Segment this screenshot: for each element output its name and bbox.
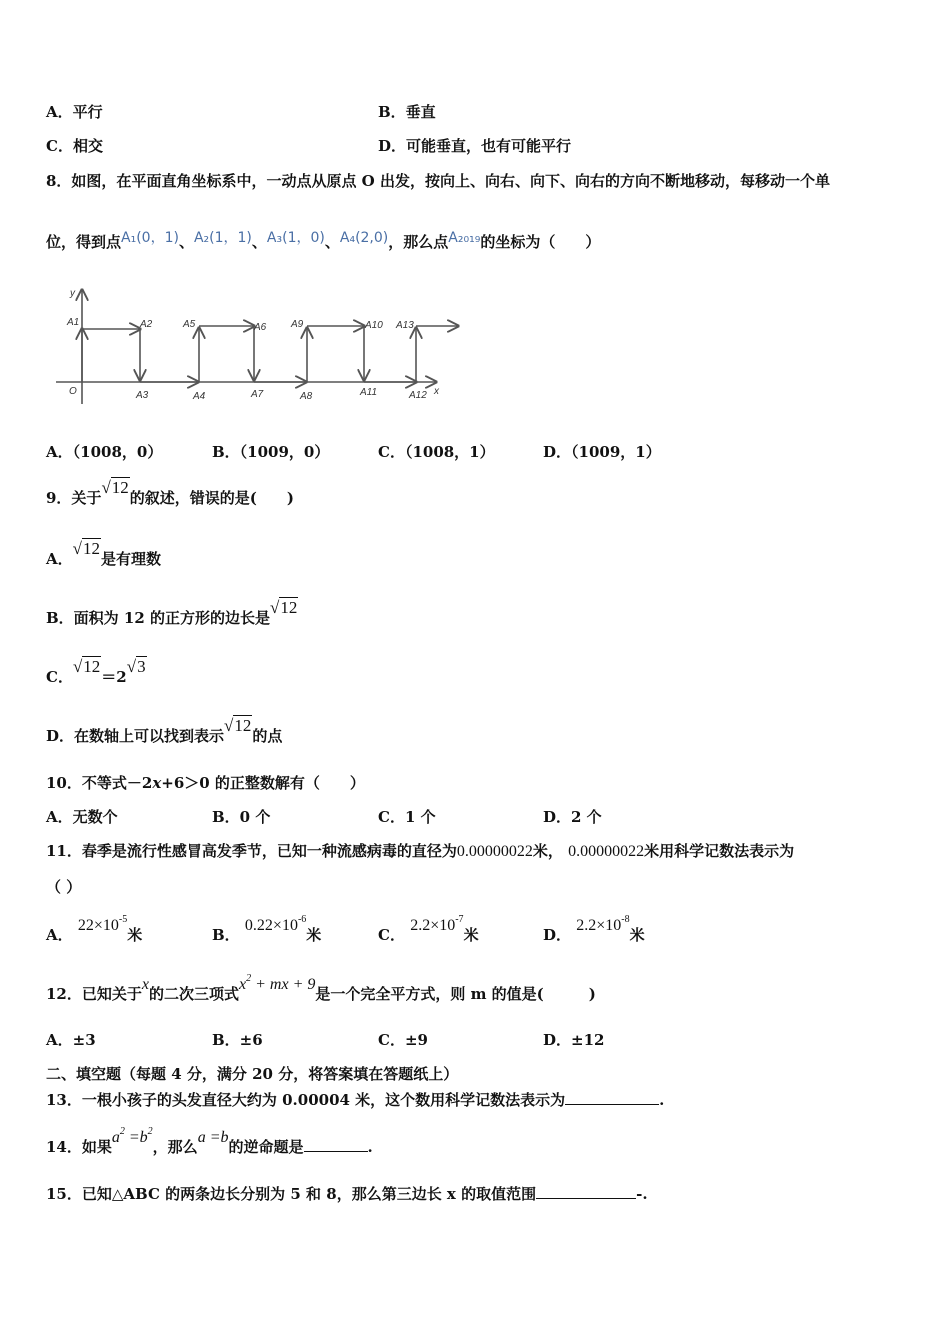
q8-stem-mid: ，那么点 (388, 233, 449, 251)
label-a4: A4 (193, 391, 206, 402)
sqrt-expression: √12 (224, 716, 252, 735)
q12-option-d: D．±12 (543, 1031, 605, 1049)
q9-stem-pre: 9．关于 (46, 489, 102, 507)
sqrt-expression: √12 (101, 478, 129, 497)
q10-stem (46, 773, 365, 793)
exponent: -7 (455, 914, 464, 925)
poly-x: x (239, 976, 247, 993)
radicand: 12 (280, 598, 298, 617)
answer-blank[interactable] (565, 1089, 659, 1105)
separator: 、 (251, 233, 267, 251)
point-a1: A₁(0，1) (121, 230, 179, 246)
equation-a2-b2 (111, 1126, 153, 1146)
sci-notation (576, 914, 630, 934)
label-a2: A2 (140, 319, 153, 330)
q8-stem-line2 (46, 232, 600, 253)
q9-option-d (46, 716, 283, 746)
label-a1: A1 (67, 317, 80, 328)
unit: 米 (629, 926, 645, 944)
sqrt-expression: √3 (126, 657, 146, 676)
exponent: 2 (119, 1126, 125, 1137)
label-a6: A6 (254, 322, 267, 333)
base: 2.2×10 (410, 917, 456, 934)
option-label: D． (543, 926, 572, 944)
q9-option-c (46, 657, 147, 687)
q12-option-a: A．±3 (46, 1031, 96, 1049)
q13-text: 13．一根小孩子的头发直径大约为 0.00004 米，这个数用科学记数法表示为 (46, 1091, 566, 1109)
q8-coordinate-graph (56, 282, 466, 412)
label-a5: A5 (183, 319, 196, 330)
q12-stem-post: 是一个完全平方式，则 m 的值是( ) (315, 985, 596, 1003)
sci-notation (244, 914, 307, 934)
q12-option-c: C．±9 (378, 1031, 428, 1049)
q7-option-c: C．相交 (46, 137, 103, 155)
q8-stem-pre: 位，得到点 (46, 233, 122, 251)
option-text: 是有理数 (100, 550, 161, 568)
sci-notation (410, 914, 464, 934)
q12-stem-pre: 12．已知关于 (46, 985, 142, 1003)
answer-blank[interactable] (304, 1136, 368, 1152)
q13-stem (46, 1089, 664, 1110)
q10-option-d: D．2 个 (543, 808, 602, 826)
q8-option-a: A．（1008，0） (46, 443, 163, 461)
exponent: 2 (147, 1126, 153, 1137)
base: 2.2×10 (576, 917, 622, 934)
q14-stem (46, 1126, 373, 1160)
q11-option-c (378, 914, 479, 948)
variable-x: x (152, 774, 162, 792)
base: 0.22×10 (244, 917, 298, 934)
q9-stem-post: 的叙述，错误的是( ) (129, 489, 294, 507)
q11-stem-pre: 11．春季是流行性感冒高发季节，已知一种流感病毒的直径为 (46, 842, 457, 860)
q10-option-a: A．无数个 (46, 808, 118, 826)
q12-stem-mid: 的二次三项式 (148, 985, 239, 1003)
origin-label: O (69, 386, 77, 397)
sqrt-expression: √12 (72, 657, 101, 676)
q10-stem-post: +6＞0 的正整数解有（ ） (161, 774, 365, 792)
option-label: C． (46, 668, 73, 686)
separator: 、 (178, 233, 194, 251)
point-a2: A₂(1，1) (193, 230, 252, 246)
number-value: 0.00000022 (568, 843, 645, 860)
period: . (367, 1138, 373, 1156)
q14-stem-mid: ，那么 (152, 1138, 198, 1156)
base: 22×10 (77, 917, 119, 934)
q11-option-b (212, 914, 322, 948)
option-label: B． (212, 926, 240, 944)
period: . (659, 1091, 665, 1109)
q11-paren: （ ） (46, 878, 82, 896)
option-label: C． (378, 926, 405, 944)
radicand: 12 (234, 716, 252, 735)
q7-option-b: B．垂直 (378, 103, 436, 121)
number-value: 0.00000022 (456, 843, 533, 860)
point-a3: A₃(1，0) (266, 230, 325, 246)
period: -. (636, 1185, 648, 1203)
option-text: 的点 (252, 727, 283, 745)
x-axis-label: x (434, 386, 439, 397)
exponent: -5 (118, 914, 128, 925)
poly-rest: + mx + 9 (251, 976, 316, 993)
option-label: A． (46, 550, 73, 568)
q12-option-b: B．±6 (212, 1031, 263, 1049)
polynomial-expression (239, 973, 316, 993)
q7-option-a: A．平行 (46, 103, 103, 121)
q8-option-b: B．（1009，0） (212, 443, 330, 461)
radicand: 12 (111, 478, 129, 497)
equation-a-b: a =b (197, 1129, 229, 1146)
unit: 米 (127, 926, 143, 944)
unit: 米 (463, 926, 479, 944)
answer-blank[interactable] (536, 1183, 636, 1199)
exponent: -6 (297, 914, 307, 925)
q8-option-d: D．（1009，1） (543, 443, 661, 461)
point-a4: A₄(2,0) (339, 230, 389, 246)
q11-stem (46, 841, 794, 862)
q11-stem-mid: 米， (532, 842, 563, 860)
label-a9: A9 (291, 319, 304, 330)
variable-x: x (141, 976, 149, 993)
q15-stem (46, 1183, 648, 1204)
q10-option-c: C．1 个 (378, 808, 436, 826)
q11-option-d (543, 914, 645, 948)
separator: 、 (324, 233, 340, 251)
label-a7: A7 (251, 389, 264, 400)
q11-stem-post: 米用科学记数法表示为 (644, 842, 795, 860)
option-label: A． (46, 926, 73, 944)
exponent: -8 (621, 914, 630, 925)
label-a8: A8 (300, 391, 313, 402)
label-a10: A10 (365, 320, 383, 331)
q9-option-b (46, 598, 298, 628)
var-a: a (111, 1129, 120, 1146)
radicand: 12 (82, 539, 100, 558)
exponent: 2 (246, 973, 252, 984)
label-a11: A11 (360, 387, 378, 398)
q7-option-d: D．可能垂直，也有可能平行 (378, 137, 572, 155)
label-a12: A12 (409, 390, 427, 401)
label-a3: A3 (136, 390, 149, 401)
section-title: 二、填空题（每题 4 分，满分 20 分，将答案填在答题纸上） (46, 1065, 459, 1083)
unit: 米 (306, 926, 322, 944)
q14-stem-post: 的逆命题是 (228, 1138, 304, 1156)
q8-option-c: C．（1008，1） (378, 443, 495, 461)
q10-option-b: B．0 个 (212, 808, 271, 826)
y-axis-label: y (70, 288, 75, 299)
option-text: B．面积为 12 的正方形的边长是 (46, 609, 270, 627)
q9-stem (46, 478, 294, 508)
sci-notation (77, 914, 128, 934)
q11-option-a (46, 914, 143, 948)
q9-option-a (46, 539, 161, 569)
sqrt-expression: √12 (270, 598, 298, 617)
q12-stem (46, 973, 596, 1007)
label-a13: A13 (396, 320, 414, 331)
sqrt-expression: √12 (72, 539, 100, 558)
equals-two: ＝2 (101, 668, 127, 686)
q8-stem-post: 的坐标为（ ） (480, 233, 601, 251)
eq-mid: =b (124, 1129, 148, 1146)
radicand: 12 (83, 657, 101, 676)
q8-stem-line1: 8．如图，在平面直角坐标系中，一动点从原点 O 出发，按向上、向右、向下、向右的方向不断地移动，每移动一个单 (46, 172, 830, 190)
q14-stem-pre: 14．如果 (46, 1138, 112, 1156)
point-a2019: A₂₀₁₉ (448, 230, 481, 246)
option-text: D．在数轴上可以找到表示 (46, 727, 225, 745)
radicand: 3 (137, 657, 146, 676)
q10-stem-pre: 10．不等式－2 (46, 774, 153, 792)
q15-text: 15．已知△ABC 的两条边长分别为 5 和 8，那么第三边长 x 的取值范围 (46, 1185, 537, 1203)
